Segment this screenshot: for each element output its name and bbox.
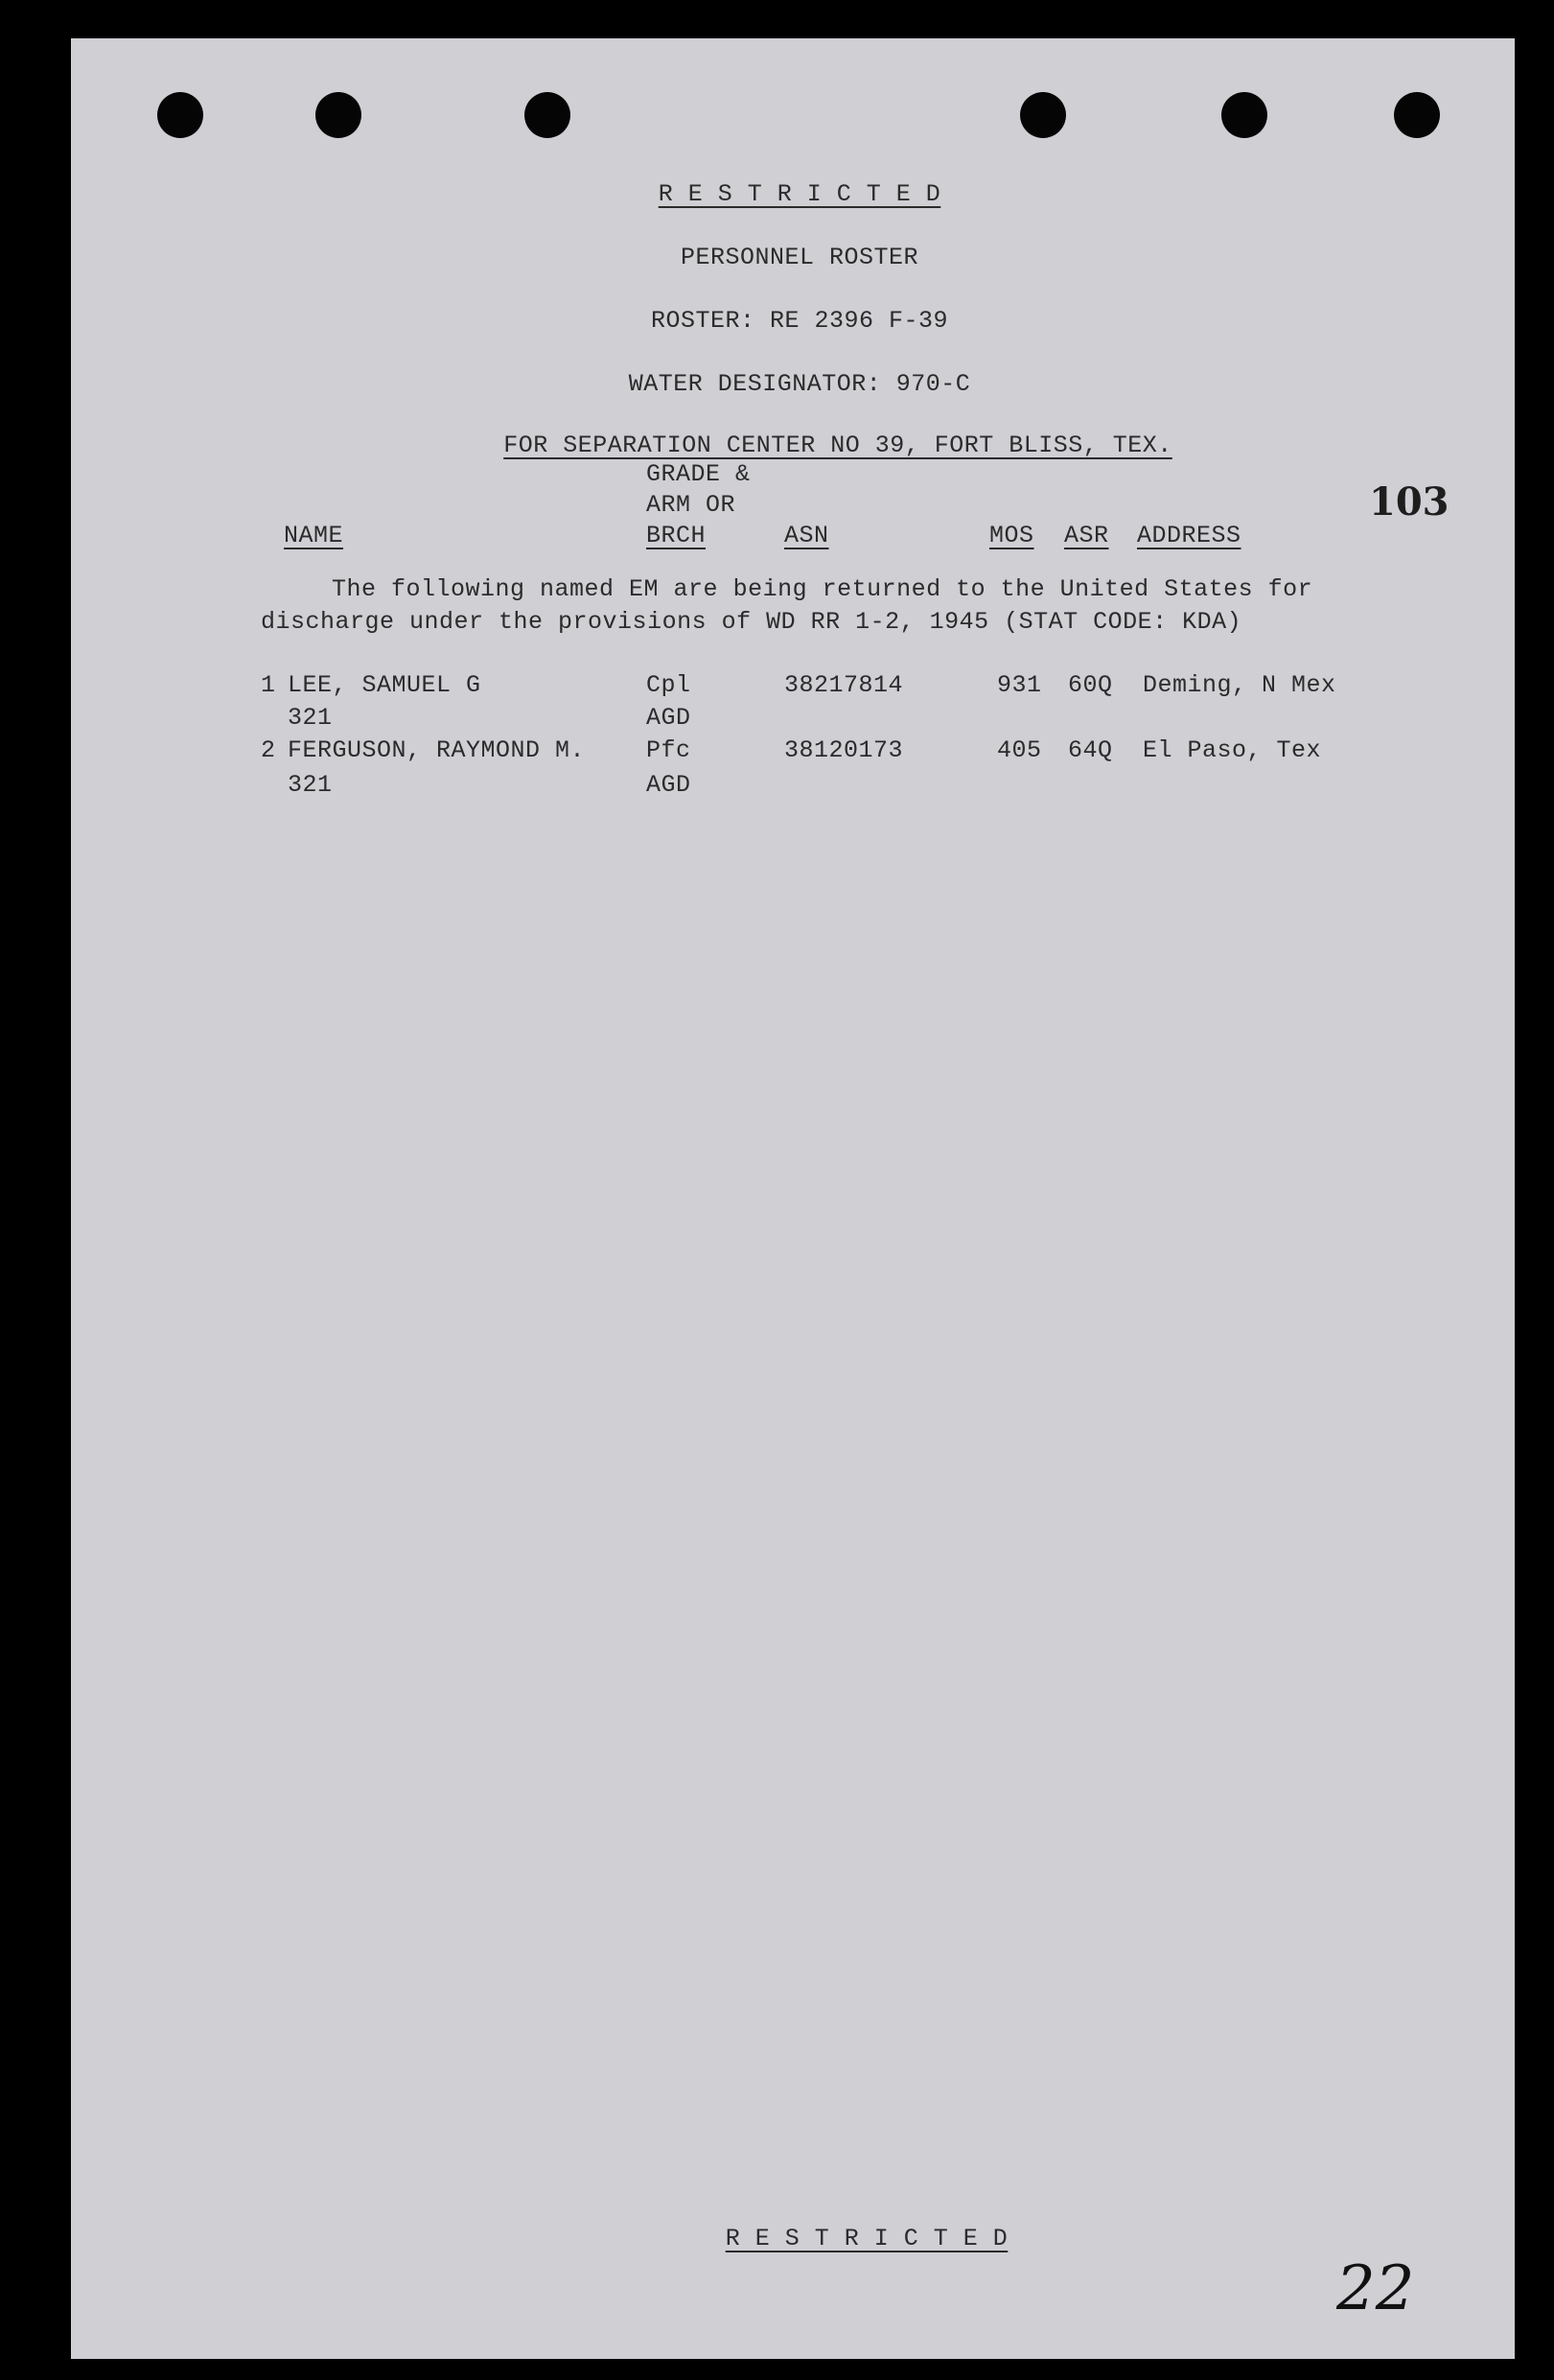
- classification-header: R E S T R I C T E D: [658, 180, 941, 208]
- column-grade-line1: GRADE &: [646, 460, 751, 488]
- intro-line-1: The following named EM are being returned to the United States for: [332, 575, 1313, 603]
- row-grade: Pfc: [646, 736, 691, 764]
- row-number: 2: [261, 736, 276, 764]
- punch-hole-icon: [157, 92, 203, 138]
- row-unit: 321: [288, 771, 333, 799]
- row-number: 1: [261, 671, 276, 699]
- column-asn: ASN: [784, 522, 829, 549]
- row-asr: 60Q: [1068, 671, 1113, 699]
- row-grade: Cpl: [646, 671, 691, 699]
- column-asr: ASR: [1064, 522, 1109, 549]
- column-grade-line2: ARM OR: [646, 491, 736, 519]
- intro-line-2: discharge under the provisions of WD RR 1-2, 1945 (STAT CODE: KDA): [261, 608, 1242, 636]
- row-mos: 931: [997, 671, 1042, 699]
- row-mos: 405: [997, 736, 1042, 764]
- row-name: FERGUSON, RAYMOND M.: [288, 736, 586, 764]
- row-branch: AGD: [646, 704, 691, 732]
- punch-hole-icon: [1394, 92, 1440, 138]
- document-page: [71, 38, 1515, 2359]
- punch-hole-icon: [315, 92, 361, 138]
- column-name: NAME: [284, 522, 344, 549]
- row-asn: 38217814: [784, 671, 904, 699]
- handwritten-page-mark: 22: [1336, 2253, 1415, 2324]
- row-branch: AGD: [646, 771, 691, 799]
- roster-title: PERSONNEL ROSTER: [680, 244, 919, 271]
- row-address: El Paso, Tex: [1143, 736, 1322, 764]
- row-asr: 64Q: [1068, 736, 1113, 764]
- column-mos: MOS: [989, 522, 1034, 549]
- row-unit: 321: [288, 704, 333, 732]
- row-name: LEE, SAMUEL G: [288, 671, 481, 699]
- punch-hole-icon: [524, 92, 570, 138]
- row-asn: 38120173: [784, 736, 904, 764]
- row-address: Deming, N Mex: [1143, 671, 1336, 699]
- roster-number: ROSTER: RE 2396 F-39: [650, 307, 949, 335]
- classification-footer: R E S T R I C T E D: [725, 2225, 1009, 2252]
- column-grade-line3: BRCH: [646, 522, 707, 549]
- separation-center: FOR SEPARATION CENTER NO 39, FORT BLISS, TEX.: [503, 432, 1172, 459]
- column-address: ADDRESS: [1137, 522, 1241, 549]
- water-designator: WATER DESIGNATOR: 970-C: [628, 370, 971, 398]
- punch-hole-icon: [1221, 92, 1267, 138]
- punch-hole-icon: [1020, 92, 1066, 138]
- page-number: 103: [1369, 479, 1450, 525]
